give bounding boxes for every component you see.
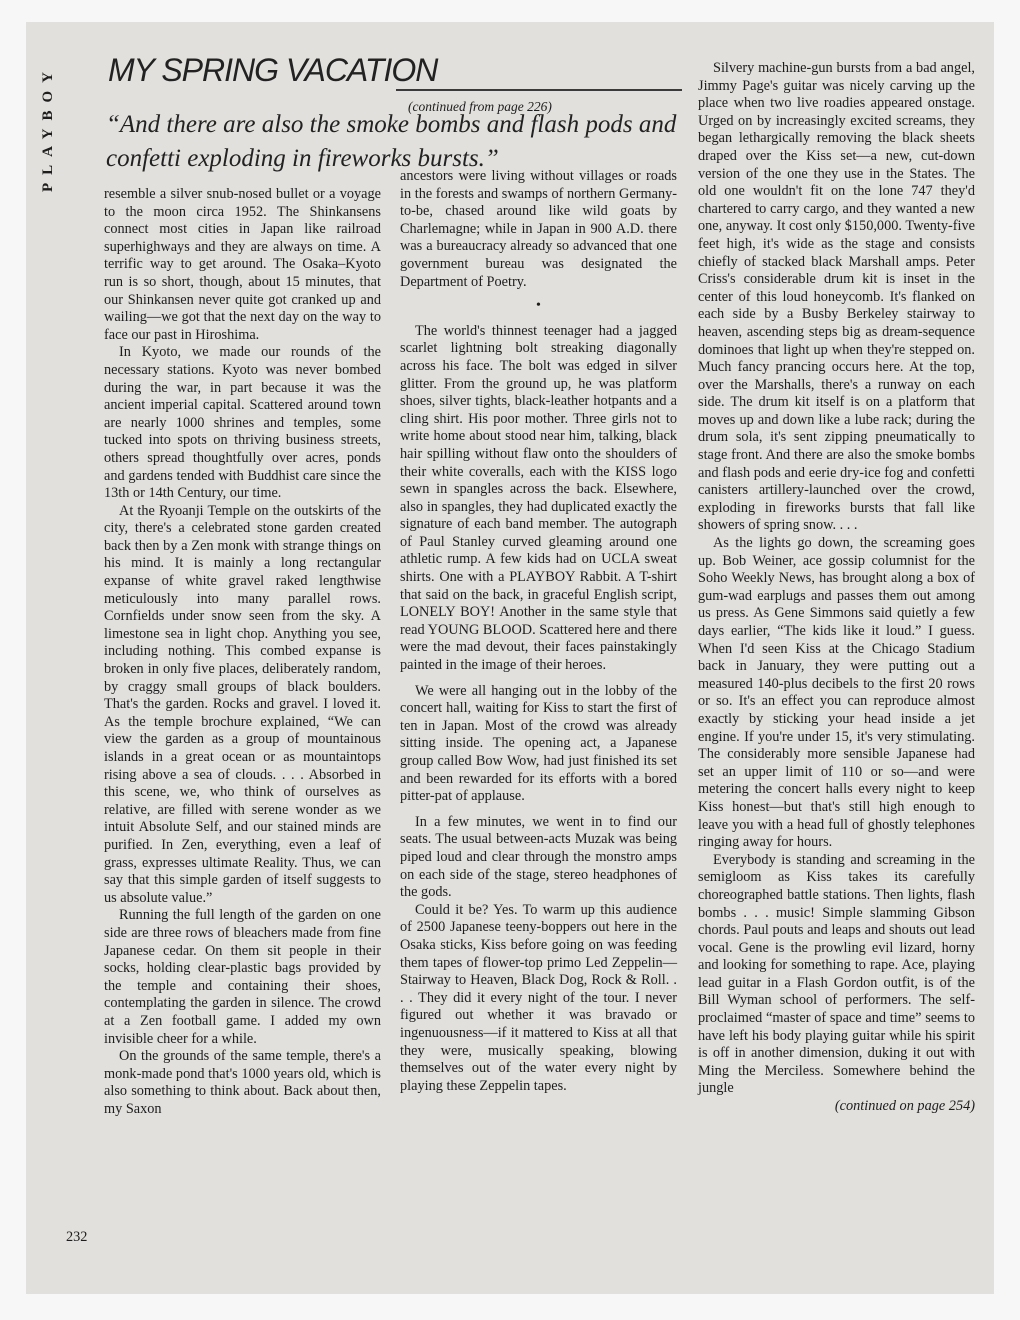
pull-quote: “And there are also the smoke bombs and flash pods and confetti exploding in fireworks bursts.” xyxy=(106,111,677,172)
continued-from: (continued from page 226) xyxy=(408,99,552,114)
article-title: MY SPRING VACATION xyxy=(108,52,438,88)
paragraph: Running the full length of the garden on one side are three rows of bleachers made from fine Japanese cedar. On them sit people in their socks, holding clear-plastic bags provided by the temple and containing their shoes, contemplating the garden in silence. The crowd at a Zen football game. I added my own invisible cheer for a while. xyxy=(104,907,381,1047)
paragraph: ancestors were living without villages or roads in the forests and swamps of northern Germany-to-be, chased around like wild goats by Charlemagne; while in Japan in 900 A.D. there was a bureaucracy already so advanced that one government bureau was designated the Department of Poetry. xyxy=(400,168,677,290)
paragraph: In Kyoto, we made our rounds of the necessary stations. Kyoto was never bombed during the war, in part because it was the ancient imperial capital. Scattered around town are nearly 1000 shrines and temples, some tucked into spots on thriving business streets, others spread thoughtfully over acres, ponds and gardens tended with Buddhist care since the 13th or 14th Century, our time. xyxy=(104,344,381,502)
paragraph: Silvery machine-gun bursts from a bad angel, Jimmy Page's guitar was nicely carving up the place when two live roadies appeared onstage. Urged on by increasingly excited screams, they began lethargically removing the black sheets draped over the Kiss set—a new, cut-down version of the one they use in the States. The old one wouldn't fit on the lone 747 they'd chartered to carry cargo, and they wanted a new one, anyway. It cost only $150,000. Twenty-five feet high, it's wide as the stage and consists chiefly of stacked black Marshall amps. Peter Criss's considerable drum kit is inset in the center of this loud honeycomb. It's flanked on each side by a Busby Berkeley stairway to heaven, ascending steps big as dream-sequence dominoes that light up when they're stepped on. Much fancy prancing occurs here. At the top, over the Marshalls, there's a runway on each side. The drum kit itself is on a platform that moves up and down like a lube rack; during the drum sola, it's sent zipping pneumatically to stage front. And there are also the smoke bombs and flash pods and eerie dry-ice fog and confetti canisters artillery-launched over the crowd, exploding in fireworks bursts that fall like showers of spring snow. . . . xyxy=(698,60,975,534)
text-column-3 xyxy=(698,60,975,1116)
paragraph: The world's thinnest teenager had a jagged scarlet lightning bolt streaking diagonally across his face. The bolt was edged in silver glitter. From the ground up, he was platform shoes, silver tights, black-leather hotpants and a cling shirt. His poor mother. Three girls not to write home about stood near him, talking, black hair spilling without flaw onto the shoulders of their white coveralls, each with the KISS logo sewn in spangles across the back. Elsewhere, also in spangles, they had duplicated exactly the signature of each band member. The autograph of Paul Stanley curved gleaming around one athletic rump. A few kids had on UCLA sweat shirts. One with a PLAYBOY Rabbit. A T-shirt that said on the back, in graceful English script, LONELY BOY! Another in the same style that read YOUNG BLOOD. Scattered here and there were the mad devout, their faces painstakingly painted in the image of their heroes. xyxy=(400,322,677,674)
paragraph: On the grounds of the same temple, there's a monk-made pond that's 1000 years old, which is also something to think about. Back about then, my Saxon xyxy=(104,1048,381,1117)
page-number: 232 xyxy=(66,1229,88,1245)
header-rule xyxy=(396,89,682,91)
paragraph: Could it be? Yes. To warm up this audience of 2500 Japanese teeny-boppers out here in the Osaka sticks, Kiss before going on was feeding them tapes of flower-top primo Led Zeppelin—Stairway to Heaven, Black Dog, Rock & Roll. . . . They did it every night of the tour. I never figured out whether it was bravado or ingenuousness—if it mattered to Kiss at all that they were, musically speaking, blowing themselves out of the water every night by playing these Zeppelin tapes. xyxy=(400,901,677,1094)
paragraph: As the lights go down, the screaming goes up. Bob Weiner, ace gossip columnist for the Soho Weekly News, has brought along a box of gum-wad earplugs and passes them out among us press. As Gene Simmons said quietly a few days earlier, “The kids like it loud.” I guess. When I'd seen Kiss at the Chicago Stadium back in January, they were putting out a measured 140-plus decibels to the first 20 rows or so. It's an effect you can reproduce almost exactly by sticking your head inside a jet engine. If you're under 15, it's very stimulating. The considerably more sensible Japanese had set an upper limit of 110 or so—and were metering the concert halls every night to keep Kiss honest—but that's still high enough to leave you with a head full of ghostly telephones ringing away for hours. xyxy=(698,535,975,851)
paragraph: At the Ryoanji Temple on the outskirts of the city, there's a celebrated stone garden created back then by a Zen monk with strange things on his mind. It is mainly a long rectangular expanse of white gravel raked lengthwise meticulously into many parallel rows. Cornfields under snow seen from the sky. A limestone sea in light chop. Anything you see, including nothing. This combed expanse is broken in only five places, deliberately random, by craggy small groups of black boulders. That's the garden. Rocks and gravel. I loved it. As the temple brochure explained, “We can view the garden as a group of mountainous islands in a great ocean or as mountaintops rising above a sea of clouds. . . . Absorbed in this scene, we, who think of ourselves as relative, are filled with serene wonder as we intuit Absolute Self, and our stained minds are purified. In Zen, everything, even a leaf of grass, expresses ultimate Reality. Thus, we can say that this simple garden of itself suggests to us absolute value.” xyxy=(104,502,381,906)
text-column-1 xyxy=(104,186,381,1118)
section-break: • xyxy=(536,298,541,314)
paragraph: Everybody is standing and screaming in the semigloom as Kiss takes its carefully choreographed battle stations. Then lights, flash bombs . . . music! Simple slamming Gibson chords. Paul pouts and leaps and shouts out lead vocal. Gene is the prowling evil lizard, horny and looking for something to rape. Ace, playing lead guitar in a Flash Gordon outfit, is of the Bill Wyman school of performers. The self-proclaimed “master of space and time” seems to have left his body playing guitar while his spirit is off in another dimension, duking it out with Ming the Merciless. Somewhere behind the jungle xyxy=(698,851,975,1097)
masthead-label: PLAYBOY xyxy=(40,64,56,192)
paragraph: We were all hanging out in the lobby of the concert hall, waiting for Kiss to start the first of ten in Japan. Most of the crowd was already sitting inside. The opening act, a Japanese group called Bow Wow, had just finished its set and been rewarded for its efforts with a bored pitter-pat of applause. xyxy=(400,682,677,805)
paragraph: In a few minutes, we went in to find our seats. The usual between-acts Muzak was being piped loud and clear through the monstro amps on each side of the stage, stereo headphones of the gods. xyxy=(400,813,677,901)
paragraph: resemble a silver snub-nosed bullet or a voyage to the moon circa 1952. The Shinkansens connect most cities in Japan like railroad superhighways and they are always on time. A terrific way to get around. The Osaka–Kyoto run is so short, though, about 15 minutes, that our Shinkansen never quite got cranked up and wailing—we got that the next day on the way to face our past in Hiroshima. xyxy=(104,186,381,343)
text-column-2 xyxy=(400,168,677,1095)
continued-on: (continued on page 254) xyxy=(834,1098,975,1115)
masthead-side xyxy=(33,40,63,220)
